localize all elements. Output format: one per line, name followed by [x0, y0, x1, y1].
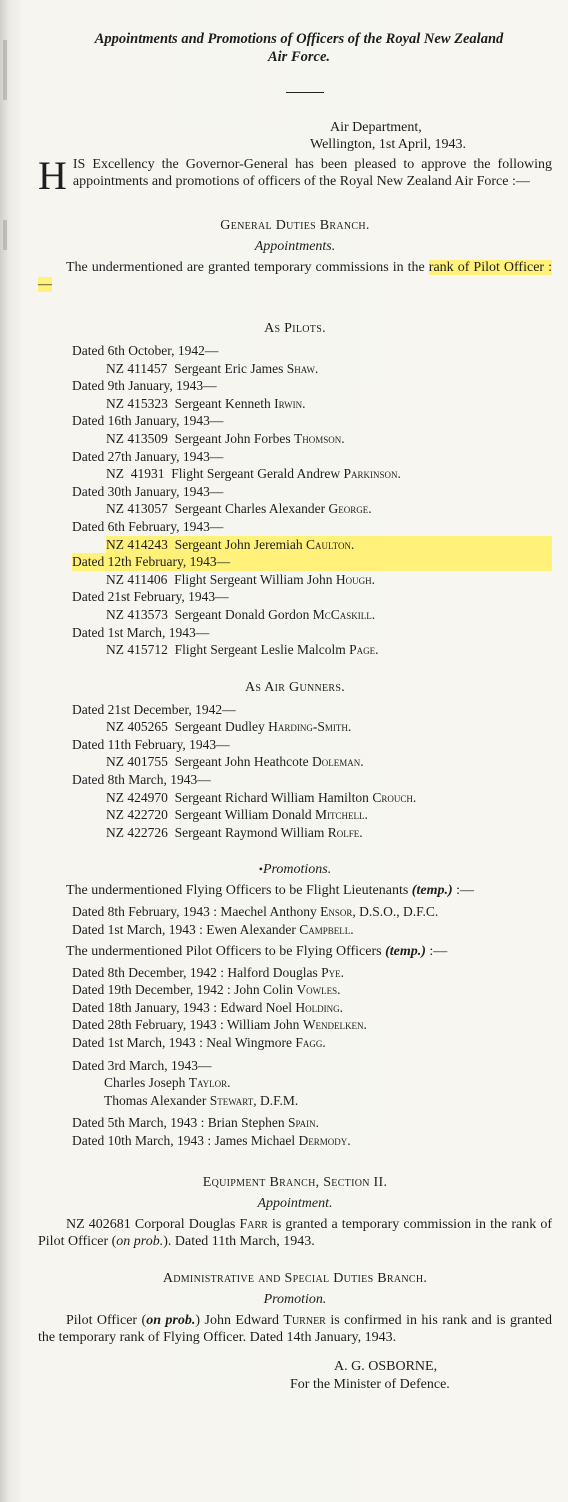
- rank: Sergeant: [174, 536, 222, 552]
- given-names: Richard William Hamilton: [225, 789, 369, 805]
- gunners-list: [38, 701, 552, 842]
- surname: Page.: [349, 642, 379, 658]
- equipment-heading: Equipment Branch, Section II.: [202, 1174, 388, 1190]
- address-line2: Wellington, 1st April, 1943.: [310, 137, 466, 152]
- given-names: John Colin: [234, 982, 294, 998]
- surname: Crouch.: [372, 789, 417, 805]
- march3-date: Dated 3rd March, 1943—: [72, 1057, 212, 1073]
- admin-subheading: Promotion.: [263, 1291, 327, 1307]
- promotion-date: Dated 5th March, 1943 :: [72, 1115, 205, 1131]
- dated-line: Dated 16th January, 1943—: [72, 413, 224, 429]
- dated-line: Dated 21st December, 1942—: [72, 701, 236, 717]
- flt-lt-list: [38, 903, 552, 938]
- promotions-heading: •Promotions.: [258, 862, 332, 878]
- promotion-entry: [72, 1132, 552, 1150]
- dated-line: Dated 12th February, 1943—: [72, 553, 552, 571]
- surname: Campbell.: [299, 922, 354, 938]
- surname: Hough.: [335, 571, 375, 587]
- rank: Sergeant: [174, 789, 222, 805]
- rank: Sergeant: [174, 430, 222, 446]
- rank: Flight Sergeant: [171, 466, 254, 482]
- dated-line: Dated 8th March, 1943—: [72, 772, 211, 788]
- surname: Shaw.: [286, 360, 319, 376]
- dated-line: Dated 21st February, 1943—: [72, 589, 229, 605]
- equipment-para: NZ 402681 Corporal Douglas Farr is granted a temporary commission in the rank of Pilot Officer (on prob.). Dated 11th March, 1943.: [38, 1216, 552, 1249]
- given-names: Eric James: [224, 360, 284, 376]
- given-names: Maechel Anthony: [220, 904, 317, 920]
- given-names: Donald Gordon: [225, 606, 310, 622]
- signature-block: [38, 1358, 552, 1394]
- dated-line: Dated 6th February, 1943—: [72, 518, 224, 534]
- dated-line: Dated 6th October, 1942—: [72, 343, 219, 358]
- given-names: John Forbes: [225, 430, 291, 446]
- march3-block: [38, 1057, 552, 1110]
- signature-role: For the Minister of Defence.: [290, 1376, 450, 1392]
- surname: Ensor,: [320, 904, 356, 920]
- march3-names: [38, 1074, 552, 1109]
- pilots-list: [38, 342, 552, 659]
- drop-cap: H: [38, 153, 67, 198]
- given-names: John Jeremiah: [225, 536, 303, 552]
- signature-name: A. G. OSBORNE,: [334, 1358, 438, 1374]
- dated-line: Dated 27th January, 1943—: [72, 448, 224, 464]
- promotion-entry: [72, 1016, 552, 1034]
- given-names: Thomas Alexander: [104, 1092, 207, 1108]
- address-block: [310, 119, 552, 153]
- service-number: NZ 424970: [106, 789, 168, 805]
- gd-appointments-heading: Appointments.: [254, 239, 336, 254]
- surname: Spain.: [287, 1115, 320, 1131]
- officer-entry: [106, 571, 552, 589]
- promotion-date: Dated 1st March, 1943 :: [72, 1035, 203, 1050]
- rank: Sergeant: [174, 360, 222, 376]
- given-names: Raymond William: [225, 824, 325, 840]
- surname: Vowles.: [296, 982, 341, 998]
- promotion-date: Dated 8th February, 1943 :: [72, 904, 217, 920]
- gd-appointments-para: The undermentioned are granted temporary commissions in the rank of Pilot Officer :—: [38, 260, 553, 292]
- decorations: D.S.O., D.F.C.: [359, 904, 439, 920]
- fo2-list: [38, 1114, 552, 1149]
- given-names: Leslie Malcolm: [260, 642, 346, 658]
- scan-edge-mark: [3, 220, 7, 250]
- surname: Taylor.: [188, 1075, 231, 1091]
- rank: Sergeant: [174, 754, 222, 770]
- officer-entry: [106, 753, 552, 771]
- service-number: NZ 422720: [106, 807, 168, 823]
- surname: Caulton.: [305, 536, 355, 552]
- surname: Irwin.: [274, 395, 306, 411]
- rank: Sergeant: [174, 606, 222, 622]
- given-names: Neal Wingmore: [206, 1035, 293, 1050]
- officer-entry: [106, 718, 552, 736]
- promotion-entry: [72, 1114, 552, 1132]
- equipment-subheading: Appointment.: [257, 1195, 333, 1211]
- promotion-date: Dated 1st March, 1943 :: [72, 922, 203, 938]
- given-names: William John: [226, 1017, 300, 1033]
- surname: Doleman.: [311, 754, 364, 770]
- address-line1: Air Department,: [330, 120, 422, 135]
- service-number: NZ 413509: [106, 430, 168, 446]
- pilots-heading: As Pilots.: [264, 321, 326, 336]
- dated-line: Dated 9th January, 1943—: [72, 378, 217, 394]
- gd-branch-heading: General Duties Branch.: [220, 218, 370, 233]
- given-names: Edward Noel: [220, 999, 292, 1015]
- rank: Flight Sergeant: [174, 642, 258, 658]
- promotion-date: Dated 8th December, 1942 :: [72, 964, 225, 980]
- given-names: Gerald Andrew: [257, 466, 341, 482]
- officer-entry: [106, 789, 552, 807]
- service-number: NZ 411406: [106, 571, 168, 587]
- promotion-entry: [72, 903, 552, 921]
- surname: Stewart,: [209, 1092, 257, 1108]
- given-names: Brian Stephen: [207, 1115, 285, 1131]
- service-number: NZ 41931: [106, 466, 165, 482]
- service-number: NZ 405265: [106, 719, 168, 735]
- surname: Harding-Smith.: [268, 719, 352, 735]
- fo-list: [38, 964, 552, 1052]
- officer-entry: [106, 465, 552, 483]
- given-names: Charles Joseph: [104, 1075, 186, 1091]
- surname: Fagg.: [295, 1035, 326, 1050]
- rank: Sergeant: [174, 824, 222, 840]
- scan-edge-mark: [3, 40, 7, 100]
- officer-entry: [106, 641, 552, 659]
- officer-entry: [106, 824, 552, 842]
- document-title: Appointments and Promotions of Officers of the Royal New Zealand Air Force.: [94, 31, 504, 65]
- officer-entry: [106, 806, 552, 824]
- service-number: NZ 413057: [106, 501, 168, 517]
- given-names: William Donald: [224, 807, 312, 823]
- promotion-date: Dated 18th January, 1943 :: [72, 999, 217, 1015]
- service-number: NZ 415323: [106, 395, 168, 411]
- decorations: D.F.M.: [259, 1092, 299, 1108]
- admin-para: Pilot Officer (on prob.) John Edward Turner is confirmed in his rank and is granted the temporary rank of Flying Officer. Dated 14th January, 1943.: [38, 1312, 552, 1345]
- rank: Sergeant: [174, 395, 222, 411]
- surname: Mitchell.: [314, 807, 368, 823]
- service-number: NZ 414243: [106, 536, 168, 552]
- officer-entry: [106, 606, 552, 624]
- service-number: NZ 415712: [106, 642, 168, 658]
- promotion-entry: [72, 921, 552, 939]
- surname: Wendelken.: [302, 1017, 367, 1033]
- surname: Dermody.: [298, 1132, 351, 1148]
- flt-lt-para: The undermentioned Flying Officers to be Flight Lieutenants (temp.) :—: [66, 883, 475, 899]
- rank: Flight Sergeant: [174, 571, 257, 587]
- officer-entry: [106, 395, 552, 413]
- service-number: NZ 422726: [106, 824, 168, 840]
- given-names: Charles Alexander: [225, 501, 326, 517]
- given-names: Ewen Alexander: [206, 922, 296, 938]
- gunners-heading: As Air Gunners.: [244, 679, 346, 695]
- given-names: Halford Douglas: [227, 964, 318, 980]
- rank: Sergeant: [174, 719, 222, 735]
- surname: Thomson.: [294, 430, 345, 446]
- surname: George.: [328, 501, 372, 517]
- promotion-name: [104, 1074, 552, 1092]
- officer-entry: [106, 536, 552, 554]
- service-number: NZ 411457: [106, 360, 168, 376]
- given-names: Dudley: [225, 719, 265, 735]
- title-rule: [286, 92, 324, 93]
- dated-line: Dated 30th January, 1943—: [72, 483, 224, 499]
- admin-heading: Administrative and Special Duties Branch.: [162, 1270, 428, 1286]
- fo-para: The undermentioned Pilot Officers to be Flying Officers (temp.) :—: [66, 943, 448, 959]
- given-names: John Heathcote: [225, 754, 309, 770]
- promotion-date: Dated 19th December, 1942 :: [72, 982, 231, 998]
- dated-line: Dated 1st March, 1943—: [72, 624, 210, 640]
- rank: Sergeant: [174, 501, 222, 517]
- given-names: William John: [259, 571, 333, 587]
- officer-entry: [106, 500, 552, 518]
- surname: McCaskill.: [312, 606, 376, 622]
- promotion-entry: [72, 964, 552, 982]
- promotion-entry: [72, 981, 552, 999]
- promotion-entry: [72, 1034, 552, 1052]
- surname: Rolfe.: [327, 824, 363, 840]
- surname: Parkinson.: [343, 466, 401, 482]
- given-names: Kenneth: [225, 395, 271, 411]
- service-number: NZ 401755: [106, 754, 168, 770]
- rank: Sergeant: [174, 807, 222, 823]
- promotion-date: Dated 28th February, 1943 :: [72, 1017, 224, 1033]
- dated-line: Dated 11th February, 1943—: [72, 736, 230, 752]
- officer-entry: [106, 430, 552, 448]
- service-number: NZ 413573: [106, 606, 168, 622]
- promotion-name: [104, 1092, 552, 1110]
- officer-entry: [106, 360, 552, 378]
- promotion-entry: [72, 999, 552, 1017]
- surname: Pye.: [321, 964, 345, 980]
- given-names: James Michael: [214, 1132, 296, 1148]
- intro-paragraph: HIS Excellency the Governor-General has been pleased to approve the following appointments and promotions of officers of the Royal New Zealand Air Force :—: [38, 153, 553, 198]
- promotion-date: Dated 10th March, 1943 :: [72, 1132, 212, 1148]
- surname: Holding.: [295, 999, 343, 1015]
- highlight-pilot-officer: rank of Pilot Officer :—: [38, 260, 553, 292]
